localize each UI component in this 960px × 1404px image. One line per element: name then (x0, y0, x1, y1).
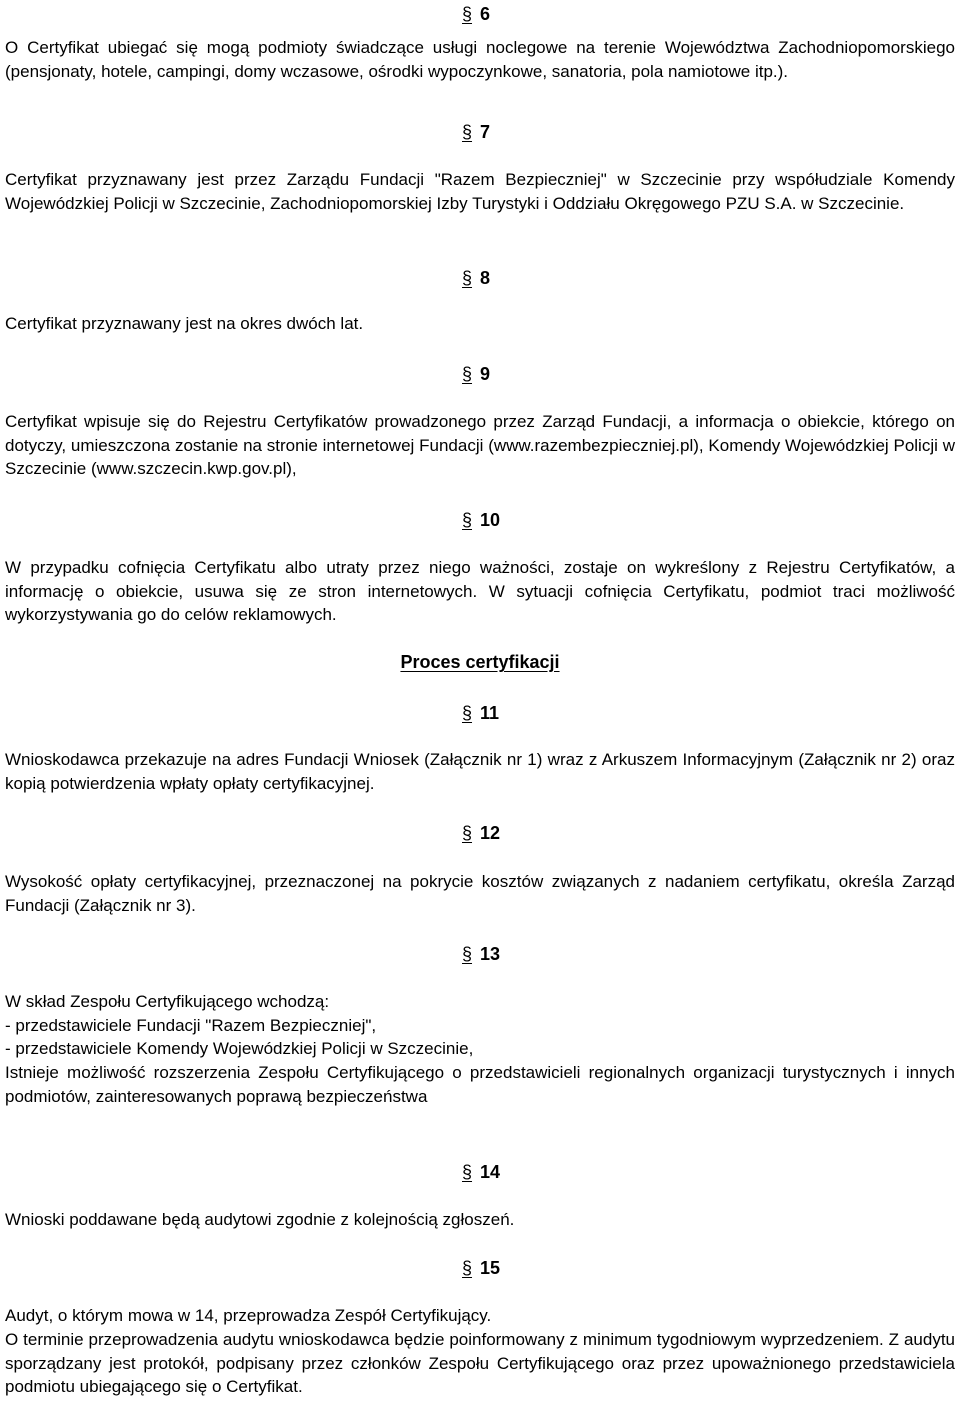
section-number: 15 (480, 1258, 501, 1278)
section-7-header (462, 120, 490, 144)
paragraph-sign: § (462, 268, 473, 288)
section-number: 13 (480, 944, 501, 964)
section-number: 11 (480, 703, 500, 723)
paragraph-sign: § (462, 364, 473, 384)
paragraph-12: Wysokość opłaty certyfikacyjnej, przeznaczonej na pokrycie kosztów związanych z nadaniem certyfikatu, określa Zarząd Fundacji (Załącznik nr 3). (5, 872, 955, 915)
heading-text: Proces certyfikacji (400, 652, 560, 672)
paragraph-sign: § (462, 510, 473, 530)
paragraph-sign: § (462, 1162, 473, 1182)
paragraph-7: Certyfikat przyznawany jest przez Zarządu Fundacji "Razem Bezpieczniej" w Szczecinie przy współudziale Komendy Wojewódzkiej Policji w Szczecinie, Zachodniopomorskiej Izby Turystyki i Oddziału Okręgowego PZU S.A. w Szczecinie. (5, 170, 955, 213)
section-6-header (462, 2, 490, 26)
paragraph-9: Certyfikat wpisuje się do Rejestru Certyfikatów prowadzonego przez Zarząd Fundacji, a informacja o obiekcie, którego on dotyczy, umieszczona zostanie na stronie internetowej Fundacji (www.razembezpieczniej.pl), Komendy Wojewódzkiej Policji w Szczecinie (www.szczecin.kwp.gov.pl), (5, 412, 955, 479)
section-12-header (462, 821, 500, 845)
section-14-header (462, 1160, 500, 1184)
paragraph-11: Wnioskodawca przekazuje na adres Fundacji Wniosek (Załącznik nr 1) wraz z Arkuszem Informacyjnym (Załącznik nr 2) oraz kopią potwierdzenia wpłaty opłaty certyfikacyjnej. (5, 750, 955, 793)
paragraph-8: Certyfikat przyznawany jest na okres dwóch lat. (5, 314, 364, 333)
section-number: 8 (480, 268, 491, 288)
paragraph-sign: § (462, 122, 473, 142)
paragraph-sign: § (462, 703, 473, 723)
paragraph-15-b: O terminie przeprowadzenia audytu wnioskodawca będzie poinformowany z minimum tygodniowym wyprzedzeniem. Z audytu sporządzany jest protokół, podpisany przez członków Zespołu Certyfikującego oraz przez upoważnionego przedstawiciela podmiotu ubiegającego się o Certyfikat. (5, 1330, 955, 1397)
paragraph-14: Wnioski poddawane będą audytowi zgodnie z kolejnością zgłoszeń. (5, 1210, 515, 1229)
section-9-header (462, 362, 490, 386)
paragraph-13-intro: W skład Zespołu Certyfikującego wchodzą: (5, 992, 330, 1011)
paragraph-13 (5, 990, 955, 1061)
paragraph-6: O Certyfikat ubiegać się mogą podmioty świadczące usługi noclegowe na terenie Województwa Zachodniopomorskiego (pensjonaty, hotele, campingi, domy wczasowe, ośrodki wypoczynkowe, sanatoria, pola namiotowe itp.). (5, 38, 955, 81)
section-number: 12 (480, 823, 501, 843)
paragraph-sign: § (462, 944, 473, 964)
paragraph-15-a: Audyt, o którym mowa w 14, przeprowadza Zespół Certyfikujący. (5, 1306, 492, 1325)
paragraph-13-extension: Istnieje możliwość rozszerzenia Zespołu Certyfikującego o przedstawicieli regionalnych organizacji turystycznych i innych podmiotów, zainteresowanych poprawą bezpieczeństwa (5, 1063, 955, 1106)
paragraph-sign: § (462, 1258, 473, 1278)
list-item: - przedstawiciele Fundacji "Razem Bezpieczniej", (5, 1015, 377, 1035)
paragraph-10: W przypadku cofnięcia Certyfikatu albo utraty przez niego ważności, zostaje on wykreślony z Rejestru Certyfikatów, a informację o obiekcie, usuwa się ze stron internetowych. W sytuacji cofnięcia Certyfikatu, podmiot traci możliwość wykorzystywania go do celów reklamowych. (5, 558, 955, 625)
list-item: - przedstawiciele Komendy Wojewódzkiej Policji w Szczecinie, (5, 1039, 474, 1059)
paragraph-sign: § (462, 823, 473, 843)
section-number: 6 (480, 4, 491, 24)
section-13-header (462, 942, 500, 966)
section-number: 7 (480, 122, 491, 142)
section-heading (0, 652, 960, 673)
section-number: 10 (480, 510, 501, 530)
section-10-header (462, 508, 500, 532)
section-11-header (462, 701, 499, 725)
section-15-header (462, 1256, 500, 1280)
section-number: 14 (480, 1162, 501, 1182)
section-8-header (462, 266, 490, 290)
paragraph-sign: § (462, 4, 473, 24)
section-number: 9 (480, 364, 491, 384)
